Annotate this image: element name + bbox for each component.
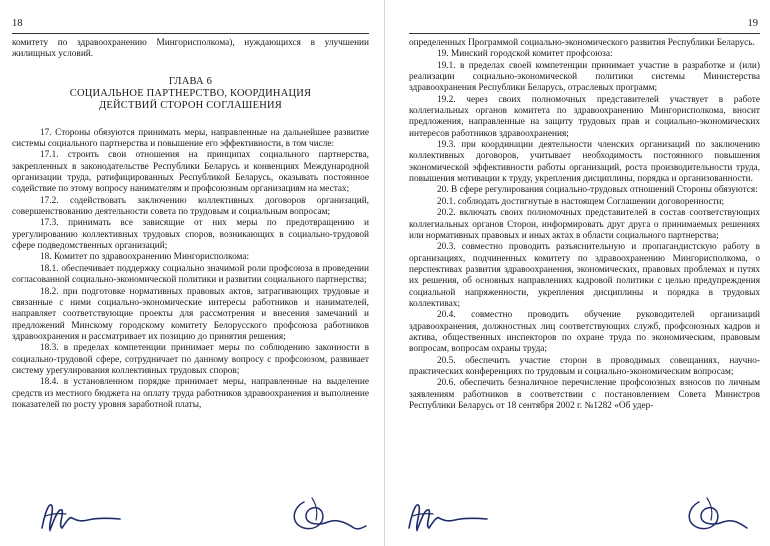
paragraph: 20.5. обеспечить участие сторон в проводимых совещаниях, научно-практических конференциях по трудовым и социально-экономическим вопросам; bbox=[409, 355, 760, 377]
page-number: 19 bbox=[747, 18, 758, 29]
paragraph: 19.1. в пределах своей компетенции принимает участие в разработке и (или) реализации социально-экономической политики системы Министерства здравоохранения Республики Беларусь, отраслевых программ; bbox=[409, 60, 760, 94]
signature-image bbox=[36, 498, 126, 538]
paragraph: 20.3. совместно проводить разъяснительную и пропагандистскую работу в организациях, подчиненных комитету по здравоохранению Мингорисполкома, о перспективах развития здравоохранения, экономических, правовых проблемах и путях их решения, об основных направлениях кадровой политики с целью предупреждения социальной напряженности, укрепления дисциплины и порядка в трудовых коллективах; bbox=[409, 242, 760, 309]
paragraph: 18.4. в установленном порядке принимает меры, направленные на выделение средств из местного бюджета на оплату труда работников здравоохранения и выполнение показателей по росту уровня заработной платы, bbox=[12, 377, 369, 410]
paragraph: 20.4. совместно проводить обучение руководителей организаций здравоохранения, должностных лиц соответствующих служб, профсоюзных кадров и актива, общественных инспекторов по охране труда по экономическим, правовым вопросам, вопросам охраны труда; bbox=[409, 310, 760, 355]
paragraph: 19.2. через своих полномочных представителей участвует в работе коллегиальных органов комитета по здравоохранению Мингорисполкома, вносит предложения, направленные на защиту трудовых прав и социально-экономических интересов работников здравоохранения; bbox=[409, 94, 760, 139]
chapter-heading bbox=[12, 76, 369, 112]
chapter-number: ГЛАВА 6 bbox=[168, 75, 213, 87]
paragraph: 19. Минский городской комитет профсоюза: bbox=[437, 49, 613, 60]
signature-image bbox=[282, 494, 372, 538]
paragraph: 17.3. принимать все зависящие от них меры по предотвращению и урегулированию коллективных трудовых споров, возникающих в социально-трудовой сфере подведомственных организаций; bbox=[12, 218, 369, 252]
paragraph: комитету по здравоохранению Мингорисполкома), нуждающихся в улучшении жилищных условий. bbox=[12, 38, 369, 60]
paragraph: 20. В сфере регулирования социально-трудовых отношений Стороны обязуются: bbox=[437, 185, 758, 196]
paragraph: 17.2. содействовать заключению коллективных договоров организаций, совершенствованию деятельности совета по трудовым и социальным вопросам; bbox=[12, 195, 369, 218]
signature-image bbox=[403, 498, 493, 538]
header-rule bbox=[409, 33, 760, 34]
page-body bbox=[12, 38, 369, 411]
chapter-title-line: СОЦИАЛЬНОЕ ПАРТНЕРСТВО, КООРДИНАЦИЯ bbox=[69, 87, 312, 99]
paragraph: 20.6. обеспечить безналичное перечисление профсоюзных взносов по личным заявлениям работников в соответствии с постановлением Совета Министров Республики Беларусь от 18 сентября 2002 г. №1282 «Об удер- bbox=[409, 378, 760, 411]
paragraph: 18. Комитет по здравоохранению Мингорисполкома: bbox=[40, 252, 250, 263]
paragraph: 17. Стороны обязуются принимать меры, направленные на дальнейшее развитие системы социального партнерства и повышение его эффективности, в том числе: bbox=[12, 127, 369, 150]
paragraph: 18.1. обеспечивает поддержку социально значимой роли профсоюза в проведении согласованной социально-экономической политики и развитии социального партнерства; bbox=[12, 263, 369, 286]
paragraph: 20.1. соблюдать достигнутые в настоящем Соглашении договоренности; bbox=[437, 196, 725, 207]
paragraph: 17.1. строить свои отношения на принципах социального партнерства, закрепленных в законодательстве Республики Беларусь и конвенциях Международной организации труда, ратифицированных Республикой Беларусь, оказывать постоянное содействие по этому вопросу нанимателям и профсоюзным организациям на местах; bbox=[12, 150, 369, 195]
paragraph: определенных Программой социально-экономического развития Республики Беларусь. bbox=[409, 38, 755, 48]
chapter-title-line: ДЕЙСТВИЙ СТОРОН СОГЛАШЕНИЯ bbox=[99, 99, 282, 111]
paragraph: 18.3. в пределах компетенции принимает меры по соблюдению законности в социально-трудовой сфере, сотрудничает по данному вопросу с профсоюзом, развивает систему урегулирования коллективных трудовых споров; bbox=[12, 343, 369, 376]
page-number: 18 bbox=[12, 18, 23, 29]
paragraph: 20.2. включать своих полномочных представителей в состав соответствующих коллегиальных органов Сторон, информировать друг друга о принимаемых решениях или нормативных правовых и иных актах в области социального партнерства; bbox=[409, 208, 760, 241]
signature-image bbox=[677, 494, 757, 538]
header-rule bbox=[12, 33, 369, 34]
paragraph: 19.3. при координации деятельности членских организаций по заключению коллективных договоров, учитывает необходимость постоянного повышения экономической эффективности работы организаций, роста производительности труда, повышения мотивации к труду, укрепления дисциплины, порядка и организованности. bbox=[409, 140, 760, 185]
paragraph: 18.2. при подготовке нормативных правовых актов, затрагивающих трудовые и связанные с ними социально-экономические интересы работников и нанимателей, направляет соответствующие проекты для рассмотрения и внесения замечаний и предложений Минскому городскому комитету Белорусского профсоюза работников здравоохранения и рассматривает их позицию до принятия решения; bbox=[12, 286, 369, 342]
page-body bbox=[409, 38, 760, 412]
right-page bbox=[385, 0, 770, 546]
